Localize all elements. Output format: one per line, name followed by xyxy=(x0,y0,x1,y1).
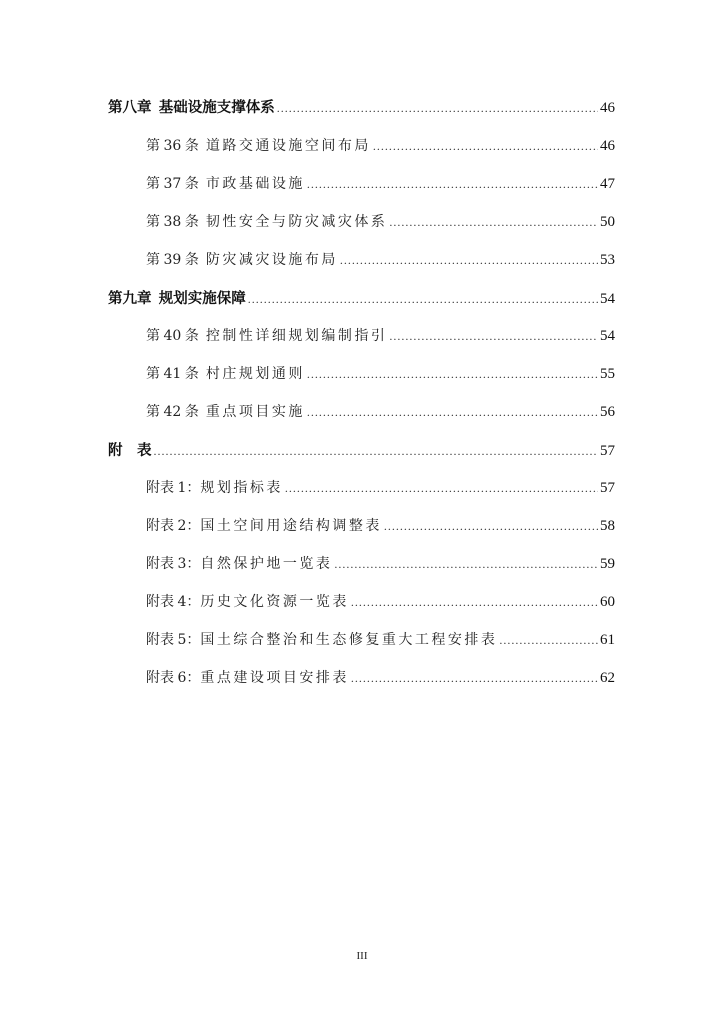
appendix-colon: ： xyxy=(186,480,201,496)
toc-entry-label xyxy=(108,96,275,117)
appendix-colon: ： xyxy=(186,556,201,572)
toc-page-number: 62 xyxy=(600,670,615,686)
toc-page-number: 60 xyxy=(600,594,615,610)
article-prefix: 第 xyxy=(146,176,160,192)
toc-page-number: 57 xyxy=(600,443,615,459)
appendix-number: 3 xyxy=(177,556,187,572)
appendix-heading-title: 附 表 xyxy=(108,443,152,459)
toc-entry-label xyxy=(108,287,246,308)
appendix-title: 历史文化资源一览表 xyxy=(200,594,349,610)
dot-leader xyxy=(334,557,598,572)
article-prefix: 第 xyxy=(146,366,160,382)
toc-article-41[interactable] xyxy=(146,363,615,383)
toc-article-38[interactable] xyxy=(146,211,615,231)
appendix-prefix: 附表 xyxy=(146,632,174,648)
toc-entry-label xyxy=(146,515,382,535)
dot-leader xyxy=(373,139,598,154)
appendix-colon: ： xyxy=(186,518,201,534)
article-number: 42 xyxy=(163,404,182,420)
toc-appendix-table-2[interactable] xyxy=(146,515,615,535)
dot-leader xyxy=(154,444,599,459)
dot-leader xyxy=(389,215,598,230)
toc-entry-label xyxy=(146,553,332,573)
article-title: 防灾减灾设施布局 xyxy=(205,252,338,268)
dot-leader xyxy=(307,177,598,192)
toc-page-number: 46 xyxy=(600,138,615,154)
toc-appendix-heading[interactable] xyxy=(108,439,615,460)
toc-chapter-9[interactable] xyxy=(108,287,615,308)
toc-article-36[interactable] xyxy=(146,135,615,155)
chapter-title: 基础设施支撑体系 xyxy=(158,100,275,116)
toc-entry-label xyxy=(146,249,338,269)
article-title: 村庄规划通则 xyxy=(205,366,305,382)
article-title: 道路交通设施空间布局 xyxy=(205,138,371,154)
appendix-title: 重点建设项目安排表 xyxy=(200,670,349,686)
appendix-prefix: 附表 xyxy=(146,670,174,686)
dot-leader xyxy=(351,671,598,686)
page-number-footer: III xyxy=(356,950,368,962)
toc-appendix-table-4[interactable] xyxy=(146,591,615,611)
article-prefix: 第 xyxy=(146,252,160,268)
toc-page-number: 53 xyxy=(600,252,615,268)
article-suffix: 条 xyxy=(184,214,199,230)
toc-page-number: 61 xyxy=(600,632,615,648)
article-suffix: 条 xyxy=(184,328,199,344)
appendix-prefix: 附表 xyxy=(146,480,174,496)
article-prefix: 第 xyxy=(146,404,160,420)
dot-leader xyxy=(384,519,598,534)
appendix-colon: ： xyxy=(186,670,201,686)
appendix-title: 国土空间用途结构调整表 xyxy=(200,518,382,534)
toc-article-42[interactable] xyxy=(146,401,615,421)
article-suffix: 条 xyxy=(184,404,199,420)
appendix-colon: ： xyxy=(186,594,201,610)
toc-entry-label xyxy=(146,135,371,155)
article-title: 控制性详细规划编制指引 xyxy=(205,328,388,344)
article-title: 韧性安全与防灾减灾体系 xyxy=(205,214,388,230)
appendix-number: 6 xyxy=(177,670,187,686)
toc-article-39[interactable] xyxy=(146,249,615,269)
toc-chapter-8[interactable] xyxy=(108,96,615,117)
toc-page-number: 57 xyxy=(600,480,615,496)
toc-entry-label xyxy=(146,667,349,687)
appendix-prefix: 附表 xyxy=(146,518,174,534)
article-number: 40 xyxy=(163,328,182,344)
appendix-prefix: 附表 xyxy=(146,556,174,572)
toc-entry-label xyxy=(108,439,152,460)
toc-entry-label xyxy=(146,363,305,383)
appendix-prefix: 附表 xyxy=(146,594,174,610)
toc-entry-label xyxy=(146,325,387,345)
dot-leader xyxy=(340,253,598,268)
dot-leader xyxy=(307,405,598,420)
chapter-title: 规划实施保障 xyxy=(158,291,246,307)
article-number: 37 xyxy=(163,176,182,192)
article-number: 36 xyxy=(163,138,182,154)
appendix-colon: ： xyxy=(186,632,201,648)
appendix-title: 自然保护地一览表 xyxy=(200,556,333,572)
toc-appendix-table-3[interactable] xyxy=(146,553,615,573)
appendix-number: 5 xyxy=(177,632,187,648)
chapter-prefix: 第九章 xyxy=(108,291,152,307)
article-number: 41 xyxy=(163,366,182,382)
appendix-title: 国土综合整治和生态修复重大工程安排表 xyxy=(200,632,498,648)
article-prefix: 第 xyxy=(146,214,160,230)
toc-article-40[interactable] xyxy=(146,325,615,345)
toc-entry-label xyxy=(146,629,497,649)
toc-page-number: 50 xyxy=(600,214,615,230)
article-suffix: 条 xyxy=(184,366,199,382)
appendix-number: 4 xyxy=(177,594,187,610)
toc-page-number: 46 xyxy=(600,100,615,116)
dot-leader xyxy=(351,595,598,610)
article-number: 38 xyxy=(163,214,182,230)
toc-entry-label xyxy=(146,211,387,231)
article-prefix: 第 xyxy=(146,328,160,344)
dot-leader xyxy=(389,329,598,344)
dot-leader xyxy=(248,292,598,307)
dot-leader xyxy=(285,481,598,496)
toc-entry-label xyxy=(146,173,305,193)
toc-appendix-table-1[interactable] xyxy=(146,477,615,497)
toc-appendix-table-5[interactable] xyxy=(146,629,615,649)
appendix-title: 规划指标表 xyxy=(200,480,283,496)
article-suffix: 条 xyxy=(184,138,199,154)
toc-page-number: 59 xyxy=(600,556,615,572)
toc-page-number: 58 xyxy=(600,518,615,534)
dot-leader xyxy=(307,367,598,382)
toc-article-37[interactable] xyxy=(146,173,615,193)
toc-entry-label xyxy=(146,591,349,611)
chapter-prefix: 第八章 xyxy=(108,100,152,116)
toc-page-number: 54 xyxy=(600,291,615,307)
toc-page-number: 54 xyxy=(600,328,615,344)
appendix-number: 2 xyxy=(177,518,187,534)
article-suffix: 条 xyxy=(184,252,199,268)
article-title: 重点项目实施 xyxy=(205,404,305,420)
article-title: 市政基础设施 xyxy=(205,176,305,192)
toc-page-number: 56 xyxy=(600,404,615,420)
toc-entry-label xyxy=(146,401,305,421)
toc-appendix-table-6[interactable] xyxy=(146,667,615,687)
toc-page-number: 55 xyxy=(600,366,615,382)
toc-page-number: 47 xyxy=(600,176,615,192)
article-number: 39 xyxy=(163,252,182,268)
article-prefix: 第 xyxy=(146,138,160,154)
dot-leader xyxy=(499,633,598,648)
article-suffix: 条 xyxy=(184,176,199,192)
toc-entry-label xyxy=(146,477,283,497)
appendix-number: 1 xyxy=(177,480,187,496)
dot-leader xyxy=(277,101,598,116)
